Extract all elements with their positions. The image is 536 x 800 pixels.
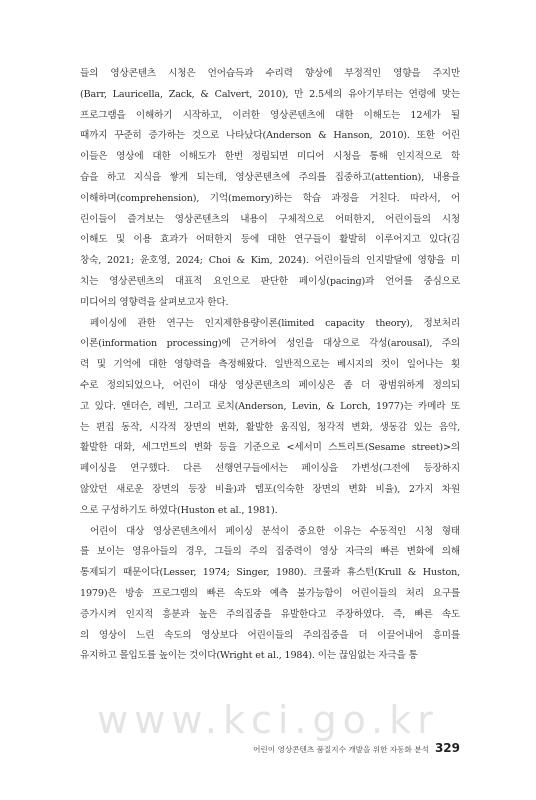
text-line: 는 편집 동작, 시각적 장면의 변화, 활발한 움직임, 청각적 변화, 생동감 있는 음악, <box>80 421 460 433</box>
text-line: 통제되기 때문이다(Lesser, 1974; Singer, 1980). 크룰과 휴스턴(Krull & Huston, <box>80 567 460 579</box>
text-line: 이들은 영상에 대한 이해도가 한번 정립되면 미디어 시청을 통해 인지적으로 학 <box>80 151 460 163</box>
body-text <box>80 64 460 667</box>
text-line: 의 영상이 느린 속도의 영상보다 어린이들의 주의집중을 더 이끌어내어 흥미를 <box>80 629 460 641</box>
text-line: 이해도 및 이용 효과가 어떠한지 등에 대한 연구들이 활발히 이루어지고 있다(김 <box>80 234 460 246</box>
text-line: 어린이 대상 영상콘텐츠에서 페이싱 분석이 중요한 이유는 수동적인 시청 형태 <box>90 525 460 537</box>
text-line: 유지하고 몰입도를 높이는 것이다(Wright et al., 1984). 이는 끊임없는 자극을 통 <box>80 650 418 662</box>
text-line: 않았던 새로운 장면의 등장 비율)과 템포(익숙한 장면의 변화 비율), 2가지 차원 <box>80 483 460 495</box>
paragraph <box>80 522 460 668</box>
text-line: 이해하며(comprehension), 기억(memory)하는 학습 과정을 거친다. 따라서, 어 <box>80 192 460 204</box>
paragraph <box>80 64 460 314</box>
text-line: 이론(information processing)에 근거하여 성인을 대상으로 각성(arousal), 주의 <box>80 338 460 350</box>
text-line: 페이싱을 연구했다. 다른 선행연구들에서는 페이싱을 가변성(그전에 등장하지 <box>80 463 460 475</box>
text-line: 습을 하고 지식을 쌓게 되는데, 영상콘텐츠에 주의를 집중하고(attention), 내용을 <box>80 171 460 183</box>
text-line: 수로 정의되었으나, 어린이 대상 영상콘텐츠의 페이싱은 좀 더 광범위하게 정의되 <box>80 379 460 391</box>
text-line: 증가시켜 인지적 흥분과 높은 주의집중을 유발한다고 주장하였다. 즉, 빠른 속도 <box>80 608 460 620</box>
text-line: 를 보이는 영유아들의 경우, 그들의 주의 집중력이 영상 자극의 빠른 변화에 의해 <box>80 546 460 558</box>
paragraph <box>80 314 460 522</box>
text-line: 활발한 대화, 세그먼트의 변화 등을 기준으로 <세서미 스트리트(Sesame street)>의 <box>80 442 460 454</box>
text-line: 1979)은 방송 프로그램의 빠른 속도와 예측 불가능함이 어린이들의 처리 요구를 <box>80 587 460 599</box>
text-line: 때까지 꾸준히 증가하는 것으로 나타났다(Anderson & Hanson, 2010). 또한 어린 <box>80 130 460 142</box>
page-number: 329 <box>434 741 460 755</box>
running-title: 어린이 영상콘텐츠 품질지수 개발을 위한 자동화 분석 <box>253 745 429 754</box>
text-line: 창숙, 2021; 윤호영, 2024; Choi & Kim, 2024). 어린이들의 인지발달에 영향을 미 <box>80 255 460 267</box>
text-line: 으로 구성하기도 하였다(Huston et al., 1981). <box>80 504 278 516</box>
text-line: 미디어의 영향력을 살펴보고자 한다. <box>80 296 229 308</box>
text-line: 들의 영상콘텐츠 시청은 언어습득과 수리력 향상에 부정적인 영향을 주지만 <box>80 68 460 79</box>
page-footer <box>253 741 460 755</box>
text-line: 린이들이 즐겨보는 영상콘텐츠의 내용이 구체적으로 어떠한지, 어린이들의 시청 <box>80 213 460 225</box>
text-line: (Barr, Lauricella, Zack, & Calvert, 2010), 만 2.5세의 유아기부터는 연령에 맞는 <box>80 88 460 100</box>
text-line: 프로그램을 이해하기 시작하고, 이러한 영상콘텐츠에 대한 이해도는 12세가 될 <box>80 109 460 121</box>
text-line: 고 있다. 앤더슨, 레빈, 그리고 로치(Anderson, Levin, & Lorch, 1977)는 카메라 또 <box>80 400 460 412</box>
text-line: 페이싱에 관한 연구는 인지제한용량이론(limited capacity theory), 정보처리 <box>90 317 460 329</box>
watermark: www.kci.go.kr <box>97 698 439 742</box>
text-line: 력 및 기억에 대한 영향력을 측정해왔다. 일반적으로는 베시지의 컷이 일어나는 횟 <box>80 359 460 371</box>
text-line: 치는 영상콘텐츠의 대표적 요인으로 판단한 페이싱(pacing)과 언어를 중심으로 <box>80 275 460 287</box>
